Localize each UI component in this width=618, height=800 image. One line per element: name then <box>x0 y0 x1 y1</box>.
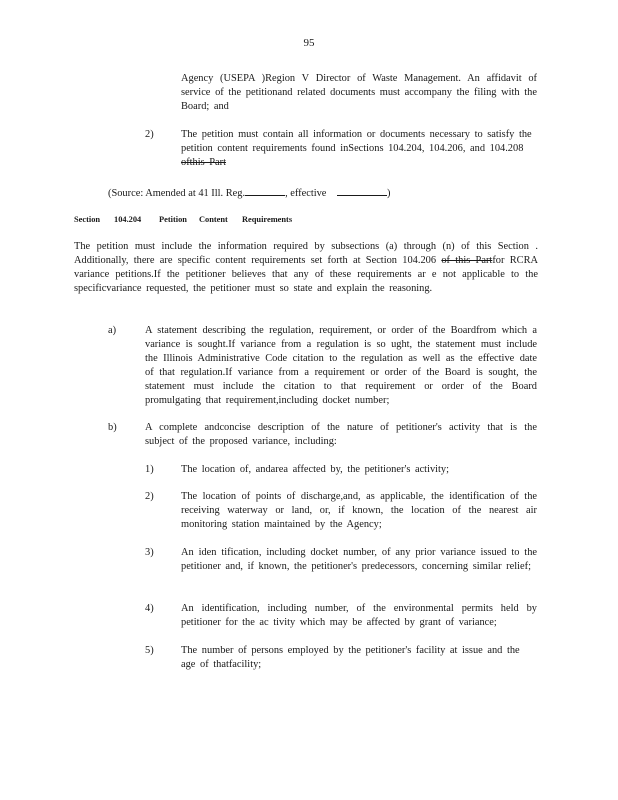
intro-item-2-text: The petition must contain all information or documents necessary to satisfy the petition content requirements found inSections 104.204, 104.206, and 104.208 <box>181 129 532 154</box>
intro-item-2 <box>181 128 537 170</box>
section-label: Section <box>74 215 101 224</box>
subitem-2-text: The location of points of discharge,and, as applicable, the identification of the receiving waterway or land, or, if known, the location of the nearest air monitoring station maintained by the Agency; <box>181 491 537 530</box>
section-heading <box>74 213 292 227</box>
intro-paragraph: Agency (USEPA )Region V Director of Waste Management. An affidavit of service of the petitionand related documents must accompany the filing with the Board; and <box>181 73 537 112</box>
subitem-1-text: The location of, andarea affected by, the petitioner's activity; <box>181 464 450 475</box>
blank-line <box>337 185 387 196</box>
source-suffix: ) <box>387 188 391 199</box>
subitem-3-label: 3) <box>145 547 154 558</box>
body-text: for RCRA variance petitions.If the petitioner believes that any of these requirements ar e not applicable to the specificvariance requested, the petitioner must so state and explain the reasoning. <box>74 255 539 294</box>
item-b-text: A complete andconcise description of the nature of petitioner's activity that is the subject of the proposed variance, including: <box>145 422 537 447</box>
item-a-text: A statement describing the regulation, requirement, or order of the Boardfrom which a variance is sought.If variance from a regulation is so ught, the statement must include the Illinois Administrative Code citation to the regulation as well as the effective date of that regulation.If variance from a requirement or order of the Board is sought, the statement must include the citation to that requirement or order of the Board promulgating that requirement,including docket number; <box>145 325 537 406</box>
source-note <box>108 185 391 201</box>
section-number: 104.204 <box>114 215 142 224</box>
blank-line <box>245 185 285 196</box>
intro-item-2-label: 2) <box>145 129 154 140</box>
section-title-word: Content <box>199 215 228 224</box>
source-prefix: (Source: Amended at 41 Ill. Reg. <box>108 188 246 199</box>
subitem-5-label: 5) <box>145 645 154 656</box>
body-text: The petition must include the information required by subsections (a) through (n) of this Section . Additionally, there are specific content requirements set forth at Section 104.206 <box>74 241 538 266</box>
struck-text: ofthis Part <box>181 157 227 168</box>
subitem-5-text: The number of persons employed by the petitioner's facility at issue and the age of thatfacility; <box>181 645 520 670</box>
page-number: 95 <box>303 37 315 49</box>
source-middle: , effective <box>285 188 327 199</box>
item-a-label: a) <box>108 325 117 336</box>
subitem-1-label: 1) <box>145 464 154 475</box>
item-b-label: b) <box>108 422 117 433</box>
subitem-2-label: 2) <box>145 491 154 502</box>
struck-text: of this Part <box>441 255 493 266</box>
subitem-4-label: 4) <box>145 603 154 614</box>
subitem-3-text: An iden tification, including docket number, of any prior variance issued to the petitioner and, if known, the petitioner's predecessors, concerning similar relief; <box>181 547 537 572</box>
section-title-word: Petition <box>159 215 187 224</box>
section-title-word: Requirements <box>242 215 293 224</box>
subitem-4-text: An identification, including number, of the environmental permits held by petitioner for the ac tivity which may be affected by grant of variance; <box>181 603 537 628</box>
body-paragraph <box>74 240 538 296</box>
